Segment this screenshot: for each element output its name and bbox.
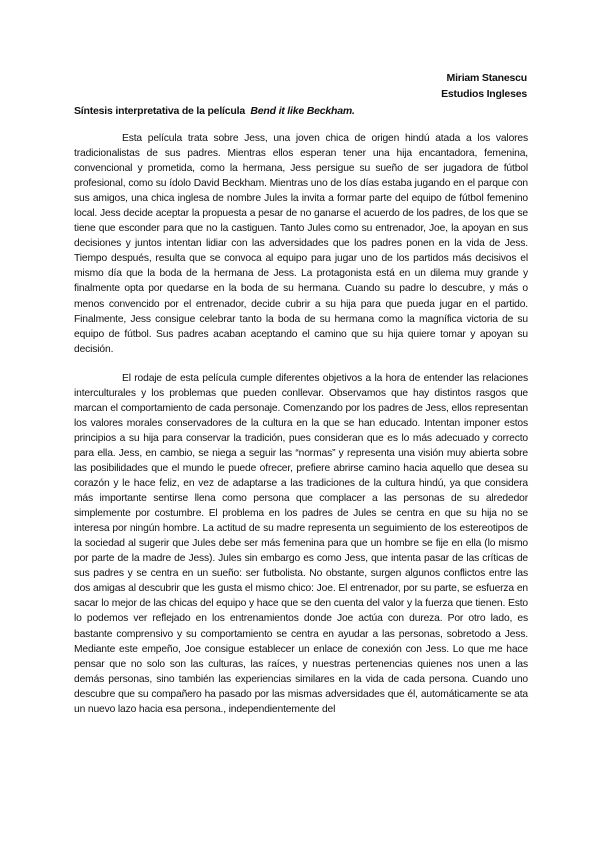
course-name: Estudios Ingleses bbox=[441, 88, 527, 100]
paragraph-gap bbox=[74, 357, 528, 371]
document-body bbox=[74, 131, 528, 717]
author-name: Miriam Stanescu bbox=[446, 72, 527, 84]
author-block bbox=[441, 70, 527, 102]
document-title bbox=[74, 104, 355, 118]
film-title: Bend it like Beckham. bbox=[250, 105, 355, 117]
paragraph-analysis: El rodaje de esta película cumple diferentes objetivos a la hora de entender las relaciones interculturales y los problemas que pueden conllevar. Observamos que hay distintos rasgos que marcan el comportamiento de cada personaje. Comenzando por los padres de Jess, ellos representan los valores morales conservadores de la cultura en la que se han educado. Intentan imponer estos principios a su hija para conservar la tradición, pues consideran que es lo más adecuado y correcto para ella. Jess, en cambio, se niega a seguir las “normas” y representa una visión muy abierta sobre las posibilidades que el mundo le puede ofrecer, prefiere abrirse camino hacia aquello que desea su corazón y le hace feliz, en vez de adaptarse a las tradiciones de la cultura hindú, ya que considera más importante sentirse llena como persona que complacer a las personas de su alrededor simplemente por costumbre. El problema en los padres de Jules se centra en que su hija no se interesa por ningún hombre. La actitud de su madre representa un seguimiento de los estereotipos de la sociedad al sugerir que Jules debe ser más femenina para que un hombre se fije en ella (lo mismo por parte de la madre de Jess). Jules sin embargo es como Jess, que intenta pasar de las críticas de sus padres y se centra en un sueño: ser futbolista. No obstante, surgen algunos conflictos entre las dos amigas al descubrir que les gusta el mismo chico: Joe. El entrenador, por su parte, se esfuerza en sacar lo mejor de las chicas del equipo y hace que se den cuenta del valor y la fuerza que tienen. Esto lo podemos ver reflejado en los entrenamientos donde Joe actúa con dureza. Por otro lado, es bastante comprensivo y su comportamiento se centra en ayudar a las personas, sobretodo a Jess. Mediante este empeño, Joe consigue establecer un enlace de conexión con Jess. Lo que me hace pensar que no solo son las culturas, las raíces, y nuestras pertenencias quienes nos unen a las demás personas, sino también las experiencias similares en la vida de cada persona. Cuando uno descubre que su compañero ha pasado por las mismas adversidades que él, automáticamente se ata un nuevo lazo hacia esa persona., independientemente del bbox=[74, 372, 528, 715]
paragraph-summary: Esta película trata sobre Jess, una joven chica de origen hindú atada a los valores tradicionalistas de sus padres. Mientras ellos esperan tener una hija encantadora, femenina, convencional y prometida, como la hermana, Jess persigue su sueño de ser jugadora de fútbol profesional, como su ídolo David Beckham. Mientras uno de los días estaba jugando en el parque con sus amigos, una chica inglesa de nombre Jules la invita a formar parte del equipo de fútbol femenino local. Jess decide aceptar la propuesta a pesar de no ganarse el acuerdo de los padres, de los que se tiene que esconder para que no la castiguen. Tanto Jules como su entrenador, Joe, la apoyan en sus decisiones y juntos intentan lidiar con las adversidades que los padres ponen en la vida de Jess. Tiempo después, resulta que se convoca al equipo para jugar uno de los partidos más decisivos el mismo día que la boda de la hermana de Jess. La protagonista está en un dilema muy grande y finalmente opta por quedarse en la boda de su hermana. Cuando su padre lo descubre, y más o menos convencido por el entrenador, decide cubrir a su hija para que pueda jugar en el partido. Finalmente, Jess consigue celebrar tanto la boda de su hermana como la magnífica victoria de su equipo de fútbol. Sus padres acaban aceptando el camino que su hija quiere tomar y apoyan su decisión. bbox=[74, 133, 528, 355]
title-prefix: Síntesis interpretativa de la película bbox=[74, 105, 245, 117]
